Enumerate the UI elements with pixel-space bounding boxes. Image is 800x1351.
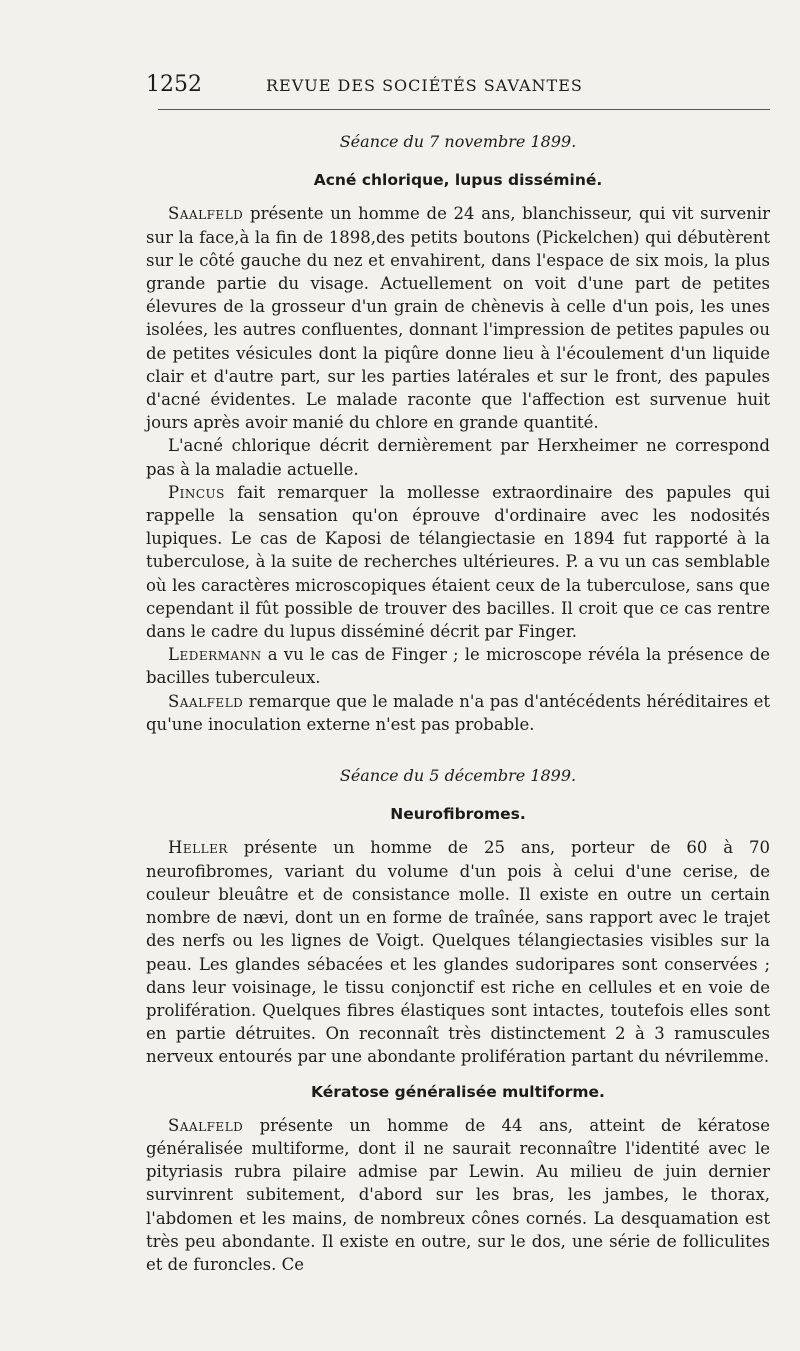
- speaker-name: Saalfeld: [168, 1115, 244, 1135]
- running-header: [146, 72, 786, 97]
- speaker-name: Pincus: [168, 482, 225, 502]
- page-number: 1252: [146, 72, 202, 97]
- paragraph-text: présente un homme de 24 ans, blanchisseur, qui vit survenir sur la face,à la fin de 1898,des petits boutons (Pickelchen) qui débutèrent sur le côté gauche du nez et envahirent, dans l'espace de six mois, la plus grande partie du visage. Actuellement on voit d'une part de petites élevures de la grosseur d'un grain de chènevis à celle d'un pois, les unes isolées, les autres confluentes, donnant l'impression de petites papules ou de petites vésicules dont la piqûre donne lieu à l'écoulement d'un liquide clair et d'autre part, sur les parties latérales et sur le front, des papules d'acné évidentes. Le malade raconte que l'affection est survenue huit jours après avoir manié du chlore en grande quantité.: [146, 204, 770, 433]
- running-title: REVUE DES SOCIÉTÉS SAVANTES: [266, 76, 583, 95]
- speaker-name: Heller: [168, 838, 228, 858]
- paragraph-text: fait remarquer la mollesse extraordinaire des papules qui rappelle la sensation qu'on éprouve d'ordinaire avec les nodosités lupiques. Le cas de Kaposi de télangiectasie en 1894 fut rapporté à la tuberculose, à la suite de recherches ultérieures. P. a vu un cas semblable où les caractères microscopiques étaient ceux de la tuberculose, sans que cependant il fût possible de trouver des bacilles. Il croit que ce cas rentre dans le cadre du lupus disséminé décrit par Finger.: [146, 482, 770, 642]
- session-heading: Séance du 5 décembre 1899.: [339, 766, 577, 786]
- speaker-name: Saalfeld: [168, 691, 244, 711]
- paragraph-text: L'acné chlorique décrit dernièrement par Herxheimer ne correspond pas à la maladie actuelle.: [146, 436, 770, 479]
- paragraph: [146, 643, 770, 689]
- paragraph-text: a vu le cas de Finger ; le microscope révéla la présence de bacilles tuberculeux.: [146, 645, 770, 688]
- speaker-name: Saalfeld: [168, 204, 244, 224]
- paragraph: [146, 1114, 770, 1276]
- paragraph: [146, 690, 770, 736]
- header-rule: [158, 109, 770, 110]
- case-title: Neurofibromes.: [390, 805, 526, 824]
- paragraph-text: remarque que le malade n'a pas d'antécédents héréditaires et qu'une inoculation externe n'est pas probable.: [146, 691, 770, 734]
- paragraph: [146, 481, 770, 643]
- session-heading: Séance du 7 novembre 1899.: [339, 132, 577, 151]
- speaker-name: Ledermann: [168, 645, 262, 665]
- case-title: Kératose généralisée multiforme.: [311, 1082, 605, 1101]
- paragraph: [146, 434, 770, 480]
- article-body: [146, 130, 770, 1276]
- paragraph-text: présente un homme de 44 ans, atteint de kératose généralisée multiforme, dont il ne saurait reconnaître l'identité avec le pityriasis rubra pilaire admise par Lewin. Au milieu de juin dernier survinrent subitement, d'abord sur les bras, les jambes, le thorax, l'abdomen et les mains, de nombreux cônes cornés. La desquamation est très peu abondante. Il existe en outre, sur le dos, une série de folliculites et de furoncles. Ce: [146, 1115, 770, 1274]
- case-title: Acné chlorique, lupus disséminé.: [313, 171, 603, 190]
- paragraph: [146, 836, 770, 1068]
- paragraph: [146, 202, 770, 434]
- paragraph-text: présente un homme de 25 ans, porteur de 60 à 70 neurofibromes, variant du volume d'un pois à celui d'une cerise, de couleur bleuâtre et de consistance molle. Il existe en outre un certain nombre de nævi, dont un en forme de traînée, sans rapport avec le trajet des nerfs ou les lignes de Voigt. Quelques télangiectasies visibles sur la peau. Les glandes sébacées et les glandes sudoripares sont conservées ; dans leur voisinage, le tissu conjonctif est riche en cellules et en voie de prolifération. Quelques fibres élastiques sont intactes, toutefois elles sont en partie détruites. On reconnaît très distinctement 2 à 3 ramuscules nerveux entourés par une abondante prolifération partant du névrilemme.: [146, 838, 770, 1067]
